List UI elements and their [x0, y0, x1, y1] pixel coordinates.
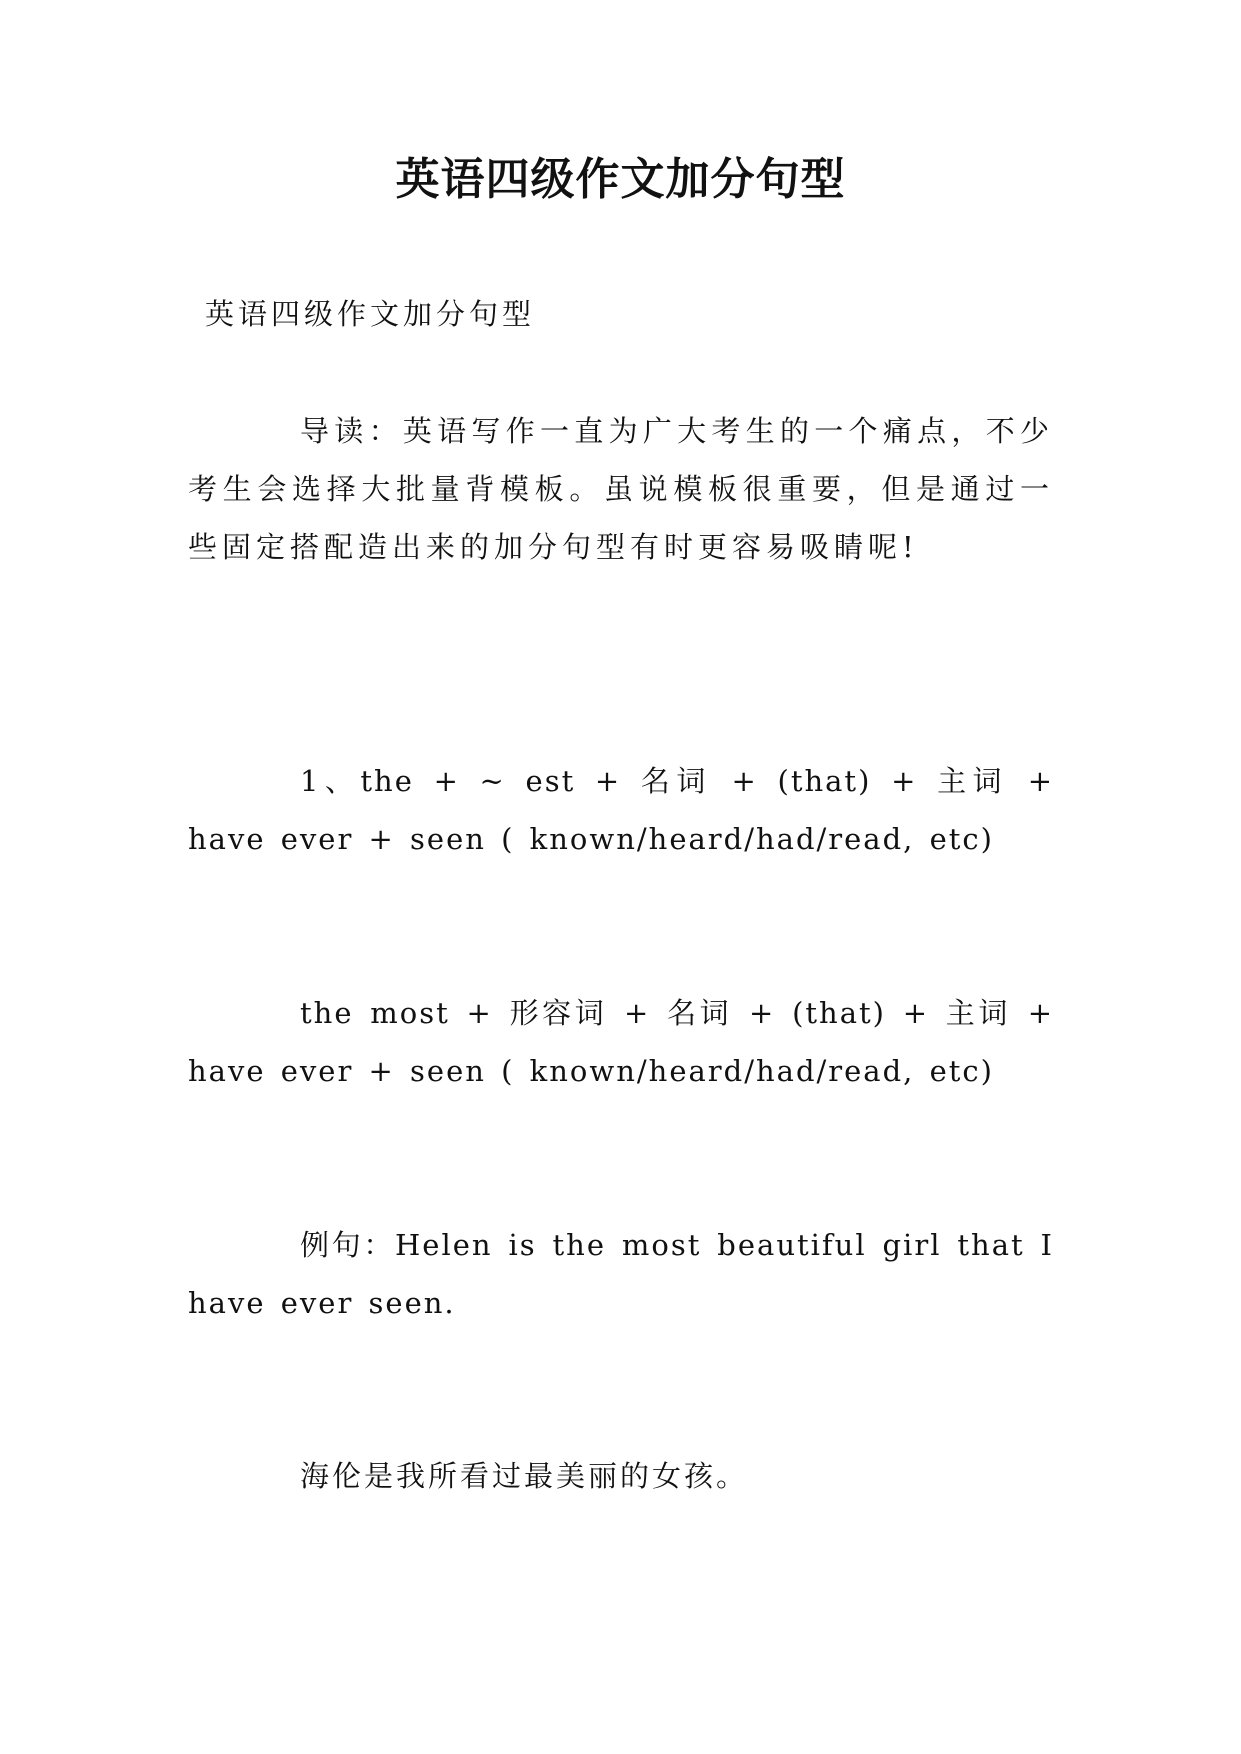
- pattern-one-paragraph: 1、the + ~ est + 名词 + (that) + 主词 + have ever + seen ( known/heard/had/read, etc): [188, 764, 1054, 856]
- example-sentence-paragraph: 例句：Helen is the most beautiful girl that I have ever seen.: [188, 1228, 1054, 1320]
- document-title: 英语四级作文加分句型: [395, 154, 846, 205]
- pattern-two-paragraph: the most + 形容词 + 名词 + (that) + 主词 + have ever + seen ( known/heard/had/read, etc): [188, 996, 1054, 1088]
- example-translation-paragraph: 海伦是我所看过最美丽的女孩。: [300, 1459, 749, 1493]
- intro-paragraph: 导读：英语写作一直为广大考生的一个痛点，不少考生会选择大批量背模板。虽说模板很重要，但是通过一些固定搭配造出来的加分句型有时更容易吸睛呢!: [188, 414, 1054, 564]
- document-subtitle: 英语四级作文加分句型: [205, 297, 536, 331]
